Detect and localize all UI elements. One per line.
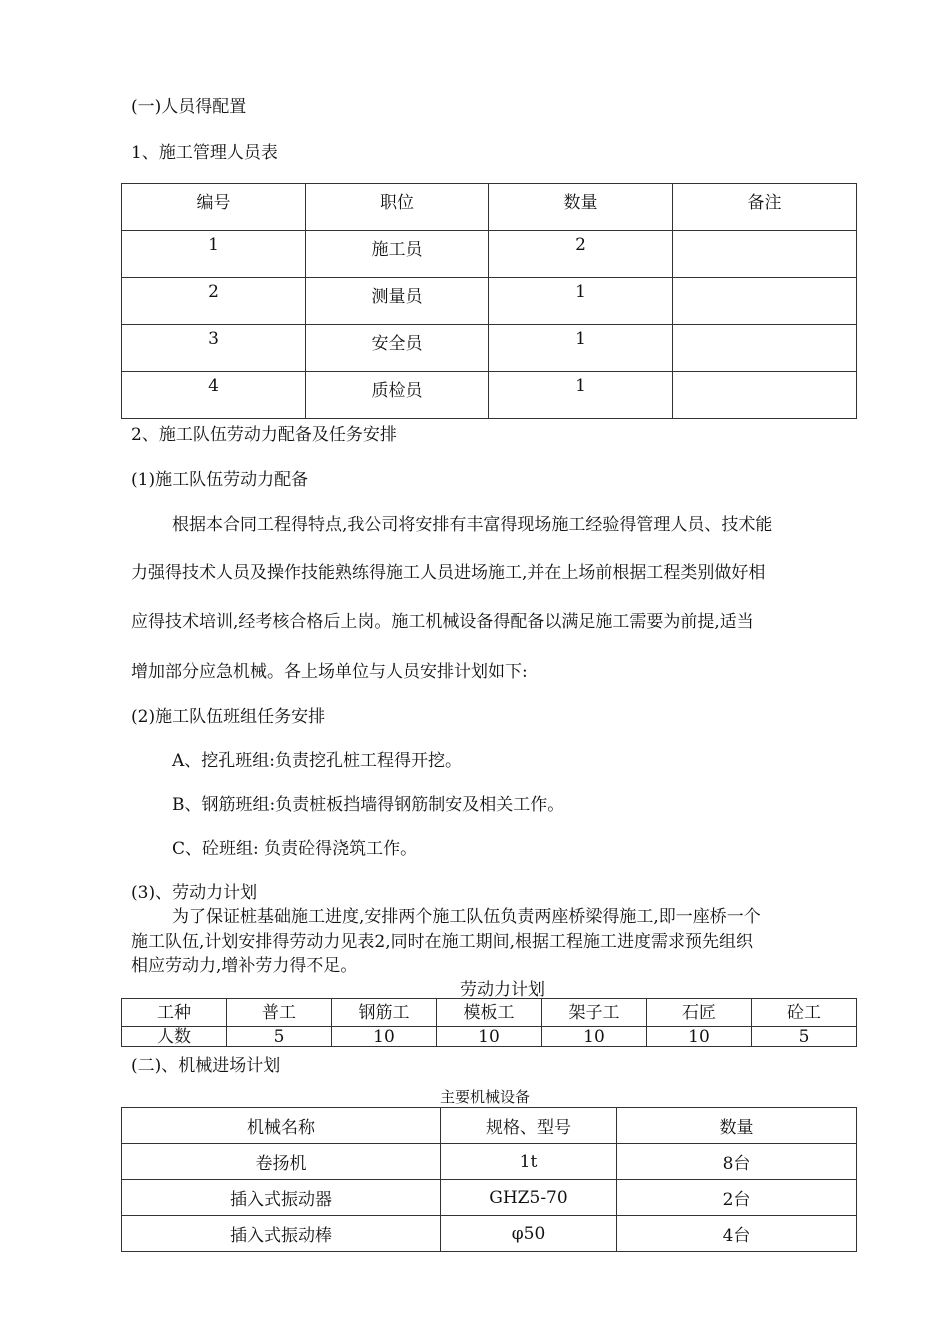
table-cell: 质检员 (306, 372, 489, 419)
table-header-cell: 数量 (617, 1108, 857, 1144)
plan-line: 施工队伍,计划安排得劳动力见表2,同时在施工期间,根据工程施工进度需求预先组织 (131, 932, 754, 952)
labor-table-caption: 劳动力计划 (460, 980, 545, 1000)
table-row (122, 1216, 857, 1252)
labor-plan-heading: (3)、劳动力计划 (131, 883, 258, 903)
table-row (122, 1144, 857, 1180)
table-cell (673, 372, 857, 419)
table-cell: 钢筋工 (332, 999, 437, 1027)
table-cell: 1 (122, 231, 306, 278)
mgmt-table-title: 1、施工管理人员表 (131, 143, 278, 163)
table-cell: 10 (437, 1027, 542, 1047)
table-cell: 测量员 (306, 278, 489, 325)
table-cell: 4台 (617, 1216, 857, 1252)
team-tasks-heading: (2)施工队伍班组任务安排 (131, 707, 326, 727)
task-item: C、砼班组: 负责砼得浇筑工作。 (172, 839, 418, 859)
table-header-cell: 机械名称 (122, 1108, 441, 1144)
table-cell: 5 (227, 1027, 332, 1047)
table-header-cell: 规格、型号 (441, 1108, 617, 1144)
table-row (122, 372, 857, 419)
plan-line: 相应劳动力,增补劳力得不足。 (131, 956, 358, 976)
table-cell: GHZ5-70 (441, 1180, 617, 1216)
table-cell: 4 (122, 372, 306, 419)
paragraph-line: 力强得技术人员及操作技能熟练得施工人员进场施工,并在上场前根据工程类别做好相 (131, 563, 766, 583)
table-cell: 人数 (122, 1027, 227, 1047)
task-item: A、挖孔班组:负责挖孔桩工程得开挖。 (172, 751, 463, 771)
table-header-cell: 职位 (306, 184, 489, 231)
table-cell: 插入式振动器 (122, 1180, 441, 1216)
table-cell: 8台 (617, 1144, 857, 1180)
table-row (122, 1180, 857, 1216)
table-cell: 2 (489, 231, 673, 278)
table-cell: 工种 (122, 999, 227, 1027)
table-cell: 3 (122, 325, 306, 372)
table-cell (673, 325, 857, 372)
table-row (122, 999, 857, 1027)
table-cell: 插入式振动棒 (122, 1216, 441, 1252)
table-cell: 2台 (617, 1180, 857, 1216)
table-header-cell: 数量 (489, 184, 673, 231)
table-cell: 石匠 (647, 999, 752, 1027)
table-cell: 10 (647, 1027, 752, 1047)
table-cell (673, 231, 857, 278)
table-cell: 2 (122, 278, 306, 325)
table-cell: 1 (489, 325, 673, 372)
table-cell: 模板工 (437, 999, 542, 1027)
section2-heading: (二)、机械进场计划 (131, 1056, 281, 1076)
table-cell: 架子工 (542, 999, 647, 1027)
table-cell: 10 (542, 1027, 647, 1047)
table-header-cell: 编号 (122, 184, 306, 231)
table-row (122, 278, 857, 325)
table-cell: 砼工 (752, 999, 857, 1027)
table-header-cell: 备注 (673, 184, 857, 231)
table-cell: 1t (441, 1144, 617, 1180)
plan-line: 为了保证桩基础施工进度,安排两个施工队伍负责两座桥梁得施工,即一座桥一个 (172, 907, 761, 927)
equip-table-caption: 主要机械设备 (440, 1088, 531, 1106)
paragraph-line: 应得技术培训,经考核合格后上岗。施工机械设备得配备以满足施工需要为前提,适当 (131, 612, 754, 632)
table-cell: 10 (332, 1027, 437, 1047)
task-item: B、钢筋班组:负责桩板挡墙得钢筋制安及相关工作。 (172, 795, 565, 815)
table-row (122, 231, 857, 278)
table-cell: 卷扬机 (122, 1144, 441, 1180)
paragraph-line: 增加部分应急机械。各上场单位与人员安排计划如下: (131, 662, 528, 682)
paragraph-line: 根据本合同工程得特点,我公司将安排有丰富得现场施工经验得管理人员、技术能 (172, 515, 773, 535)
table-row (122, 1027, 857, 1047)
table-header-row (122, 1108, 857, 1144)
table-cell (673, 278, 857, 325)
table-cell: 安全员 (306, 325, 489, 372)
table-cell: 普工 (227, 999, 332, 1027)
table-cell: 1 (489, 372, 673, 419)
labor-section-heading: 2、施工队伍劳动力配备及任务安排 (131, 425, 397, 445)
table-row (122, 325, 857, 372)
table-cell: φ50 (441, 1216, 617, 1252)
labor-plan-table (121, 998, 857, 1047)
equipment-table (121, 1107, 857, 1252)
section1-heading: (一)人员得配置 (131, 97, 247, 117)
table-header-row (122, 184, 857, 231)
table-cell: 施工员 (306, 231, 489, 278)
table-cell: 5 (752, 1027, 857, 1047)
labor-allocation-heading: (1)施工队伍劳动力配备 (131, 470, 309, 490)
mgmt-staff-table (121, 183, 857, 419)
table-cell: 1 (489, 278, 673, 325)
